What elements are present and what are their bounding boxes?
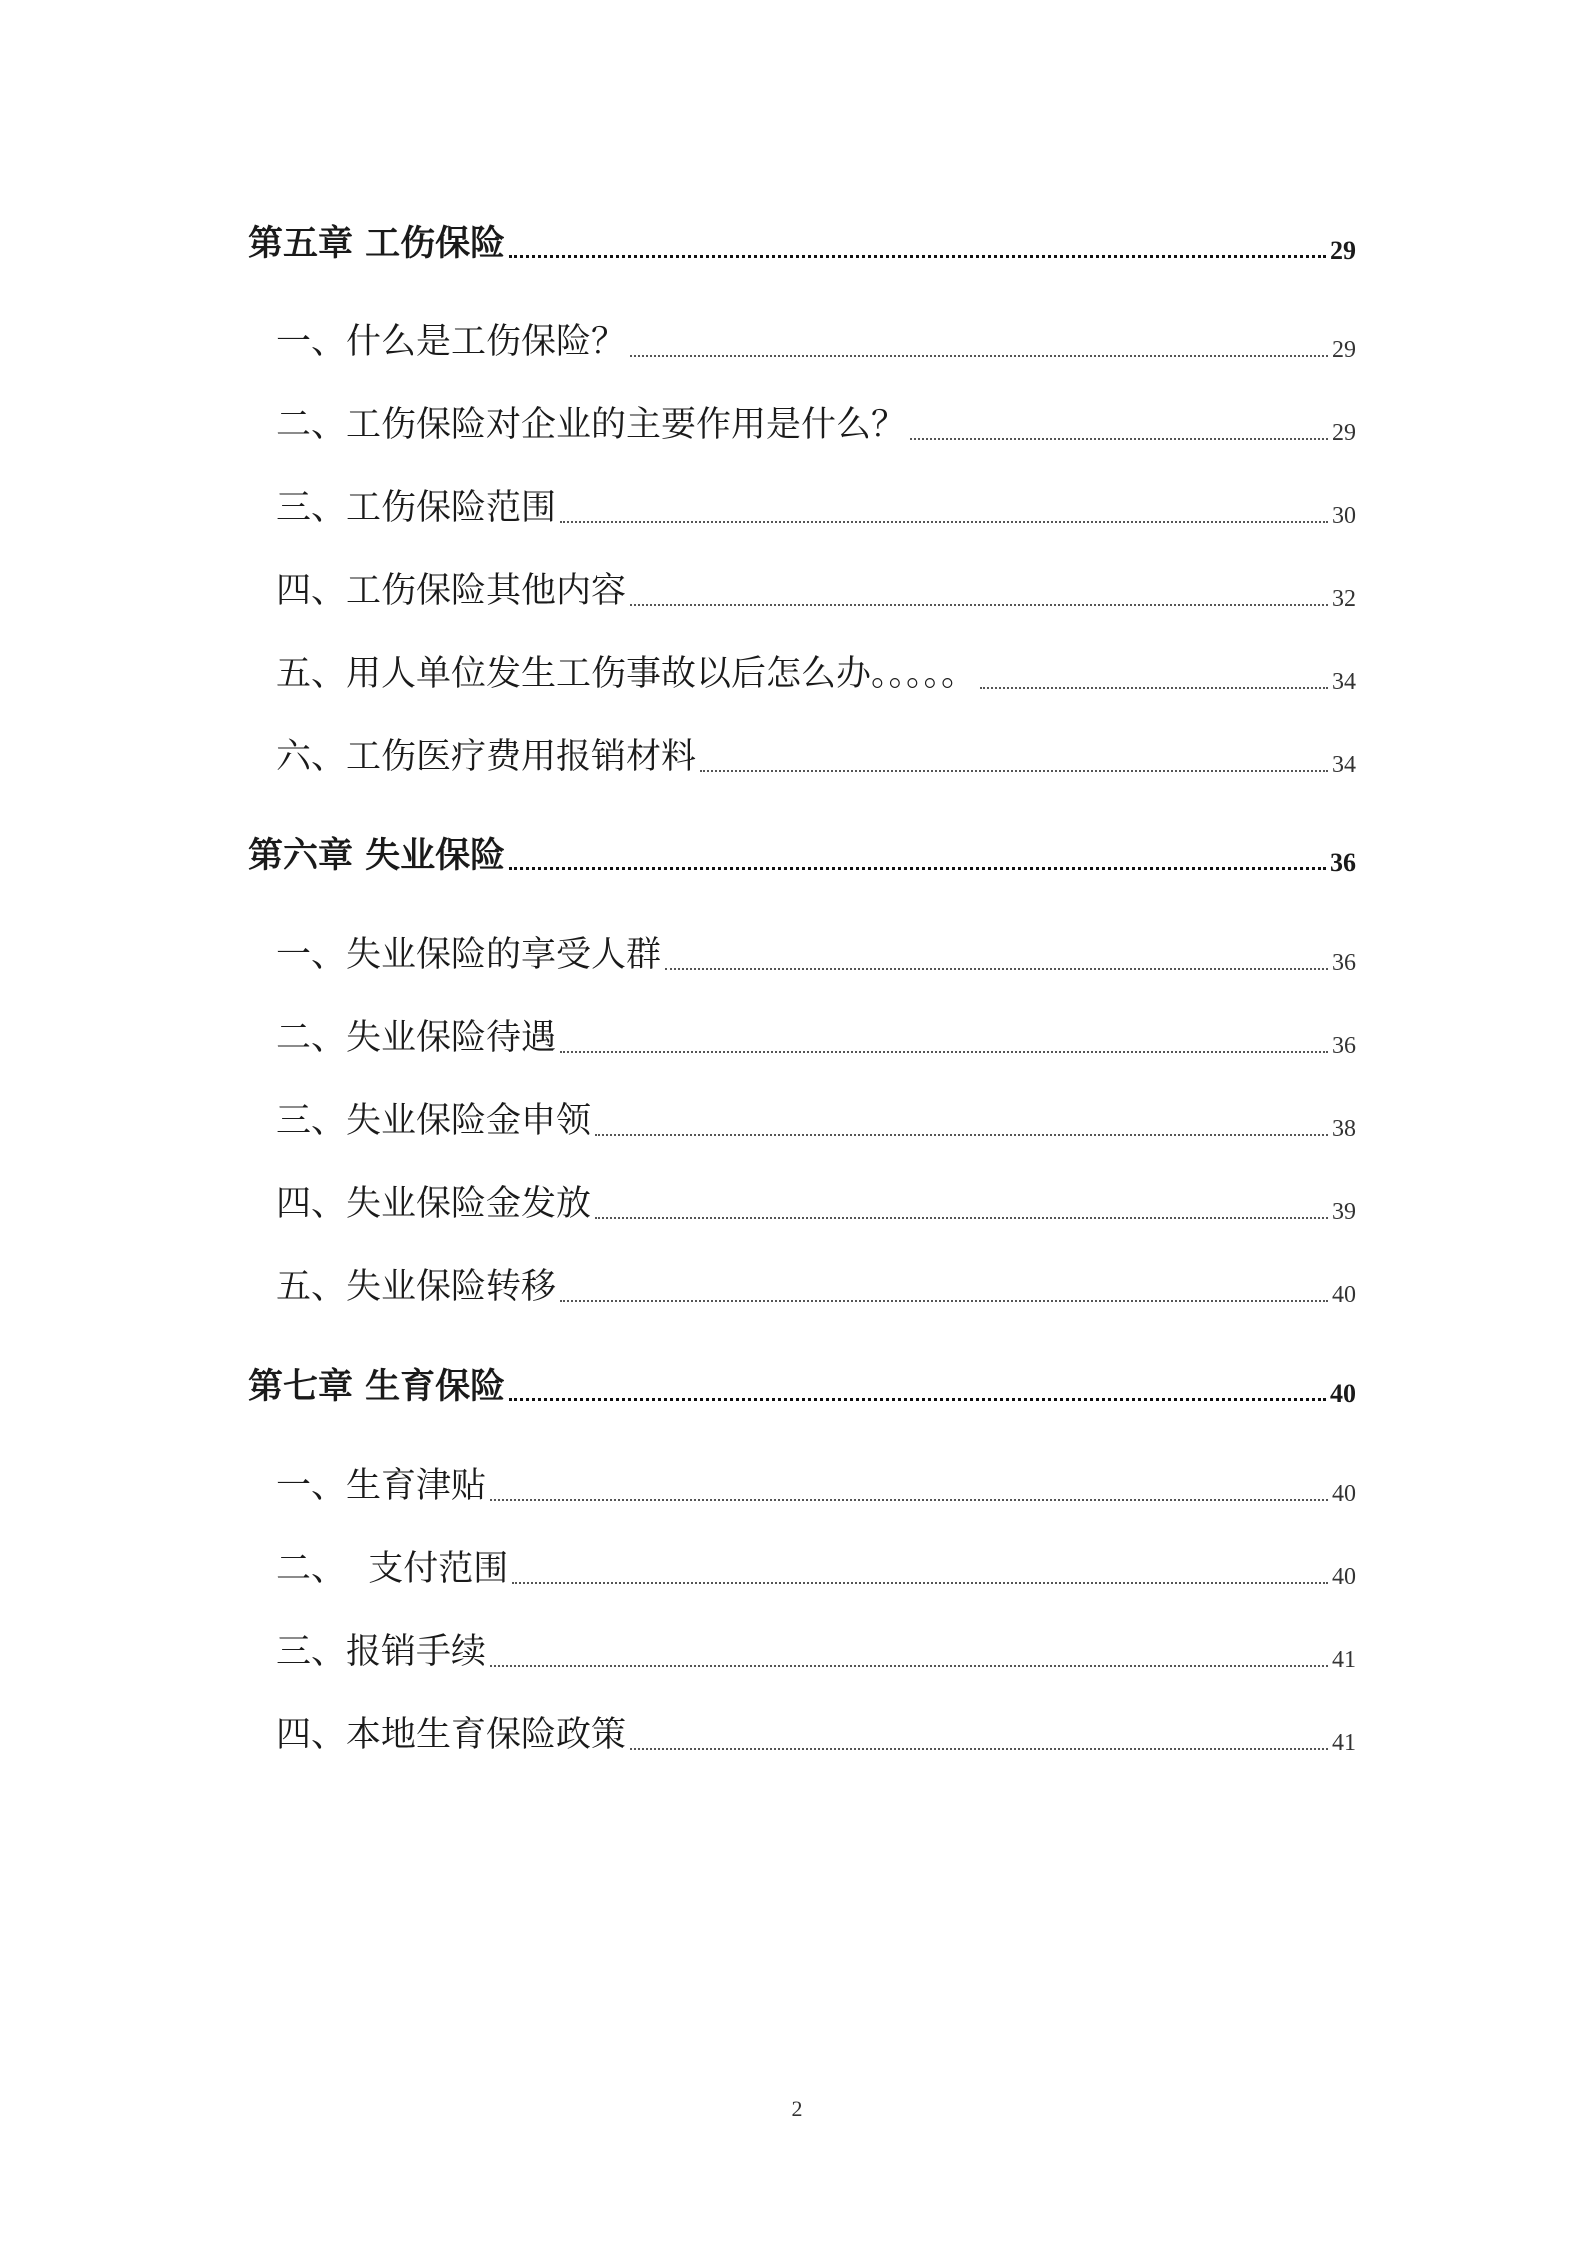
toc-page-number: 34 [1332, 752, 1356, 778]
toc-section[interactable] [276, 727, 1356, 779]
dot-leader [595, 1134, 1328, 1136]
toc-label: 三、工伤保险范围 [276, 488, 557, 528]
dot-leader [509, 867, 1326, 870]
dot-leader [509, 255, 1326, 258]
toc-label: 三、失业保险金申领 [276, 1101, 592, 1141]
toc-page-number: 36 [1332, 1033, 1356, 1059]
toc-section[interactable] [276, 1539, 1356, 1591]
toc-label: 一、失业保险的享受人群 [276, 935, 662, 975]
dot-leader [490, 1499, 1328, 1501]
toc-page-number: 38 [1332, 1116, 1356, 1142]
toc-chapter-5[interactable] [248, 214, 1356, 266]
dot-leader [630, 604, 1328, 606]
toc-label: 四、工伤保险其他内容 [276, 571, 627, 611]
toc-page-number: 29 [1332, 337, 1356, 363]
toc-label: 第七章 生育保险 [248, 1366, 506, 1407]
toc-label: 五、用人单位发生工伤事故以后怎么办。。。。。 [276, 654, 977, 694]
toc-section[interactable] [276, 478, 1356, 530]
toc-chapter-6[interactable] [248, 826, 1356, 878]
dot-leader [490, 1665, 1328, 1667]
toc-page-number: 39 [1332, 1199, 1356, 1225]
toc-page-number: 36 [1330, 848, 1356, 877]
dot-leader [700, 770, 1328, 772]
toc-label: 四、本地生育保险政策 [276, 1715, 627, 1755]
toc-page-number: 40 [1330, 1379, 1356, 1408]
toc-label: 一、什么是工伤保险？ [276, 322, 627, 362]
page-number-footer: 2 [791, 2096, 803, 2121]
toc-label: 六、工伤医疗费用报销材料 [276, 737, 697, 777]
toc-page-number: 40 [1332, 1282, 1356, 1308]
toc-page-number: 36 [1332, 950, 1356, 976]
toc-page-number: 30 [1332, 503, 1356, 529]
dot-leader [560, 521, 1328, 523]
toc-section[interactable] [276, 644, 1356, 696]
toc-page-number: 41 [1332, 1730, 1356, 1756]
toc-section[interactable] [276, 312, 1356, 364]
dot-leader [980, 687, 1328, 689]
toc-section[interactable] [276, 1705, 1356, 1757]
dot-leader [910, 438, 1328, 440]
dot-leader [560, 1300, 1328, 1302]
toc-section[interactable] [276, 1257, 1356, 1309]
toc-section[interactable] [276, 1622, 1356, 1674]
toc-label: 五、失业保险转移 [276, 1267, 557, 1307]
toc-label: 二、失业保险待遇 [276, 1018, 557, 1058]
dot-leader [512, 1582, 1328, 1584]
dot-leader [595, 1217, 1328, 1219]
toc-label: 第六章 失业保险 [248, 835, 506, 876]
toc-chapter-7[interactable] [248, 1357, 1356, 1409]
dot-leader [665, 968, 1328, 970]
toc-label: 第五章 工伤保险 [248, 223, 506, 264]
toc-section[interactable] [276, 1008, 1356, 1060]
dot-leader [509, 1398, 1326, 1401]
toc-page-number: 34 [1332, 669, 1356, 695]
toc-section[interactable] [276, 1456, 1356, 1508]
toc-label: 四、失业保险金发放 [276, 1184, 592, 1224]
toc-label: 三、报销手续 [276, 1632, 487, 1672]
toc-label: 一、生育津贴 [276, 1466, 487, 1506]
toc-section[interactable] [276, 561, 1356, 613]
dot-leader [560, 1051, 1328, 1053]
toc-section[interactable] [276, 1174, 1356, 1226]
dot-leader [630, 355, 1328, 357]
toc-section[interactable] [276, 1091, 1356, 1143]
toc-page-number: 32 [1332, 586, 1356, 612]
dot-leader [630, 1748, 1328, 1750]
toc-section[interactable] [276, 395, 1356, 447]
toc-page-number: 40 [1332, 1481, 1356, 1507]
toc-label: 二、 支付范围 [276, 1549, 509, 1589]
toc-section[interactable] [276, 925, 1356, 977]
toc-label: 二、工伤保险对企业的主要作用是什么？ [276, 405, 907, 445]
toc-page-number: 29 [1332, 420, 1356, 446]
toc-page-number: 29 [1330, 236, 1356, 265]
toc-page-number: 41 [1332, 1647, 1356, 1673]
toc-page-number: 40 [1332, 1564, 1356, 1590]
